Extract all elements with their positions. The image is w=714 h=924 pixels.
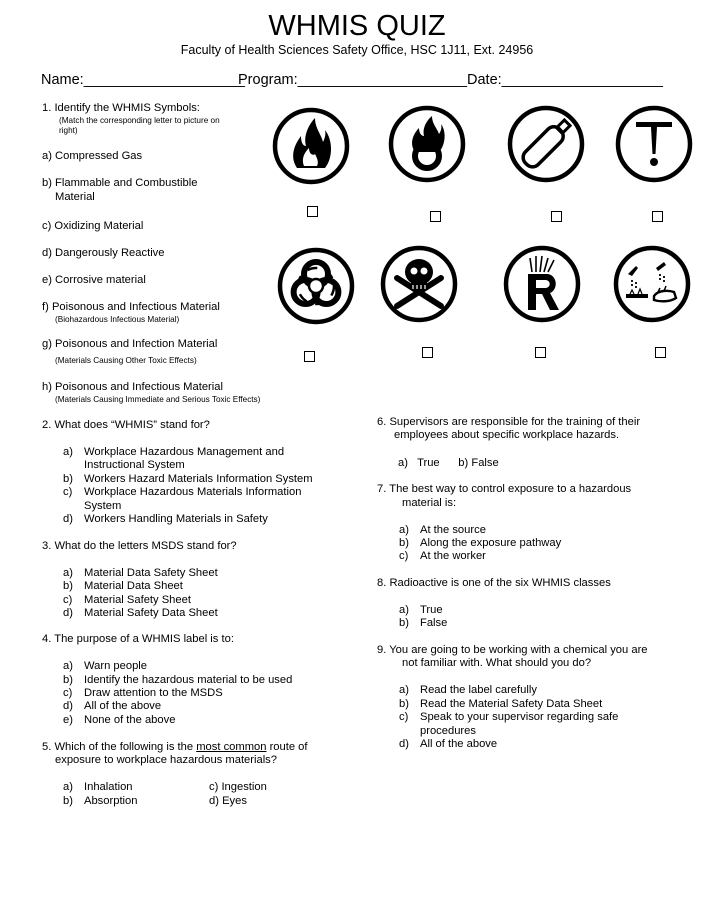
q1-option-e: e) Corrosive material (42, 274, 146, 286)
q7-option-c-letter: c) (399, 550, 409, 562)
q7-option-c-text: At the worker (420, 550, 486, 562)
q8-option-b[interactable] (399, 617, 447, 631)
q4-option-a-letter: a) (63, 660, 73, 672)
q1-option-g-note: (Materials Causing Other Toxic Effects) (55, 356, 197, 365)
q4-option-e[interactable] (63, 714, 175, 728)
q9-option-a-text: Read the label carefully (420, 684, 537, 696)
q2-option-b[interactable] (63, 473, 313, 487)
q5-option-c-text: Ingestion (221, 781, 267, 793)
q4-option-c[interactable] (63, 687, 223, 701)
q3-option-d[interactable] (63, 607, 218, 621)
q3-option-b-text: Material Data Sheet (84, 580, 183, 592)
q5-option-c-letter: c) (209, 781, 219, 793)
q3-option-c[interactable] (63, 594, 191, 608)
q3-option-a-text: Material Data Safety Sheet (84, 567, 218, 579)
q7-option-a-text: At the source (420, 524, 486, 536)
q1-option-h-note: (Materials Causing Immediate and Serious Toxic Effects) (55, 395, 261, 404)
page-title: WHMIS QUIZ (268, 10, 446, 42)
q5-text (42, 741, 308, 755)
q7-text: 7. The best way to control exposure to a hazardous (377, 483, 632, 495)
q3-option-d-text: Material Safety Data Sheet (84, 607, 218, 619)
q4-option-b-letter: b) (63, 674, 73, 686)
checkbox-symbol-5[interactable] (304, 351, 315, 362)
q5-option-b-text: Absorption (84, 795, 138, 807)
q7-text-line2: material is: (402, 497, 457, 509)
checkbox-symbol-1[interactable] (307, 206, 318, 217)
q9-option-a-letter: a) (399, 684, 409, 696)
q8-option-a[interactable] (399, 604, 443, 618)
q9-option-b-text: Read the Material Safety Data Sheet (420, 698, 603, 710)
q1-option-f: f) Poisonous and Infectious Material (42, 301, 220, 313)
q9-text: 9. You are going to be working with a chemical you are (377, 644, 648, 656)
q1-option-b: b) Flammable and Combustible (42, 177, 198, 189)
q5-text-after: route of (266, 741, 308, 753)
q9-option-d-letter: d) (399, 738, 409, 750)
q1-note-line1: (Match the corresponding letter to picture on (59, 116, 220, 125)
q4-text: 4. The purpose of a WHMIS label is to: (42, 633, 234, 645)
biohazard-icon (276, 246, 356, 326)
q5-text-underlined: most common (196, 741, 267, 753)
q7-option-c[interactable] (399, 550, 486, 564)
q7-option-a[interactable] (399, 524, 486, 538)
q1-option-a: a) Compressed Gas (42, 150, 143, 162)
q1-option-h: h) Poisonous and Infectious Material (42, 381, 223, 393)
q3-option-b-letter: b) (63, 580, 73, 592)
q4-option-b-text: Identify the hazardous material to be used (84, 674, 293, 686)
q2-option-b-text: Workers Hazard Materials Information System (84, 473, 313, 485)
q5-option-a[interactable] (63, 781, 133, 795)
q6-text-line2: employees about specific workplace hazards. (394, 429, 620, 441)
q4-option-d-letter: d) (63, 700, 73, 712)
date-field[interactable]: Date:____________________ (467, 72, 663, 88)
q2-option-a-text: Workplace Hazardous Management and (84, 446, 285, 458)
q5-text-before: 5. Which of the following is the (42, 741, 197, 753)
q8-text: 8. Radioactive is one of the six WHMIS classes (377, 577, 611, 589)
q3-option-c-letter: c) (63, 594, 73, 606)
q7-option-b[interactable] (399, 537, 561, 551)
q5-option-b-letter: b) (63, 795, 73, 807)
q7-option-a-letter: a) (399, 524, 409, 536)
q5-option-c[interactable] (209, 781, 267, 795)
q1-text: 1. Identify the WHMIS Symbols: (42, 102, 200, 114)
q9-option-b-letter: b) (399, 698, 409, 710)
q2-option-b-letter: b) (63, 473, 73, 485)
q4-option-e-text: None of the above (84, 714, 176, 726)
checkbox-symbol-2[interactable] (430, 211, 441, 222)
q9-option-d-text: All of the above (420, 738, 498, 750)
q2-option-a-cont: Instructional System (84, 459, 185, 471)
page-subtitle: Faculty of Health Sciences Safety Office, HSC 1J11, Ext. 24956 (180, 43, 534, 57)
q2-option-c[interactable] (63, 486, 301, 500)
q8-option-b-text: False (420, 617, 448, 629)
q7-option-b-text: Along the exposure pathway (420, 537, 562, 549)
q5-option-a-text: Inhalation (84, 781, 133, 793)
q5-text-line2: exposure to workplace hazardous materials? (55, 754, 278, 766)
q8-option-a-letter: a) (399, 604, 409, 616)
q3-option-a[interactable] (63, 567, 218, 581)
q8-option-a-text: True (420, 604, 443, 616)
q5-option-d-text: Eyes (222, 795, 247, 807)
q4-option-a-text: Warn people (84, 660, 148, 672)
q9-option-b[interactable] (399, 698, 602, 712)
q1-option-g: g) Poisonous and Infection Material (42, 338, 218, 350)
q1-option-b-cont: Material (55, 191, 95, 203)
skull-crossbones-icon (379, 244, 459, 324)
q3-option-a-letter: a) (63, 567, 73, 579)
q4-option-b[interactable] (63, 674, 292, 688)
q3-option-d-letter: d) (63, 607, 73, 619)
q9-option-d[interactable] (399, 738, 497, 752)
q2-option-c-letter: c) (63, 486, 73, 498)
q4-option-d[interactable] (63, 700, 161, 714)
q2-option-d-letter: d) (63, 513, 73, 525)
q2-option-c-cont: System (84, 500, 122, 512)
q1-note-line2: right) (59, 126, 78, 135)
flame-icon (271, 106, 351, 186)
flame-over-circle-icon (387, 104, 467, 184)
checkbox-symbol-8[interactable] (655, 347, 666, 358)
q5-option-b[interactable] (63, 795, 138, 809)
q9-option-c-letter: c) (399, 711, 409, 723)
q4-option-c-letter: c) (63, 687, 73, 699)
q4-option-d-text: All of the above (84, 700, 162, 712)
q2-option-a[interactable] (63, 446, 284, 460)
q3-option-c-text: Material Safety Sheet (84, 594, 191, 606)
checkbox-symbol-3[interactable] (551, 211, 562, 222)
checkbox-symbol-4[interactable] (652, 211, 663, 222)
q6-text: 6. Supervisors are responsible for the training of their (377, 416, 641, 428)
q9-option-c-cont: procedures (420, 725, 476, 737)
q5-option-d-letter: d) (209, 795, 219, 807)
q3-text: 3. What do the letters MSDS stand for? (42, 540, 237, 552)
name-field[interactable]: Name:____________________ (41, 72, 245, 88)
q2-option-d-text: Workers Handling Materials in Safety (84, 513, 268, 525)
program-field[interactable]: Program:_____________________ (238, 72, 467, 88)
q6-options[interactable]: a) True b) False (398, 457, 499, 469)
q3-option-b[interactable] (63, 580, 183, 594)
q9-option-c[interactable] (399, 711, 618, 725)
q9-option-a[interactable] (399, 684, 537, 698)
q8-option-b-letter: b) (399, 617, 409, 629)
gas-cylinder-icon (506, 104, 586, 184)
q5-option-a-letter: a) (63, 781, 73, 793)
q7-option-b-letter: b) (399, 537, 409, 549)
checkbox-symbol-7[interactable] (535, 347, 546, 358)
q4-option-a[interactable] (63, 660, 147, 674)
q1-option-f-note: (Biohazardous Infectious Material) (55, 315, 180, 324)
q1-option-c: c) Oxidizing Material (42, 220, 144, 232)
q2-option-d[interactable] (63, 513, 268, 527)
checkbox-symbol-6[interactable] (422, 347, 433, 358)
q4-option-e-letter: e) (63, 714, 73, 726)
exclamation-t-icon (614, 104, 694, 184)
q2-option-c-text: Workplace Hazardous Materials Information (84, 486, 302, 498)
q4-option-c-text: Draw attention to the MSDS (84, 687, 223, 699)
q2-text: 2. What does “WHMIS” stand for? (42, 419, 210, 431)
q1-option-d: d) Dangerously Reactive (42, 247, 165, 259)
q9-text-line2: not familiar with. What should you do? (402, 657, 592, 669)
q5-option-d[interactable] (209, 795, 247, 809)
reactive-r-icon (502, 244, 582, 324)
q2-option-a-letter: a) (63, 446, 73, 458)
q9-option-c-text: Speak to your supervisor regarding safe (420, 711, 619, 723)
corrosive-icon (612, 244, 692, 324)
